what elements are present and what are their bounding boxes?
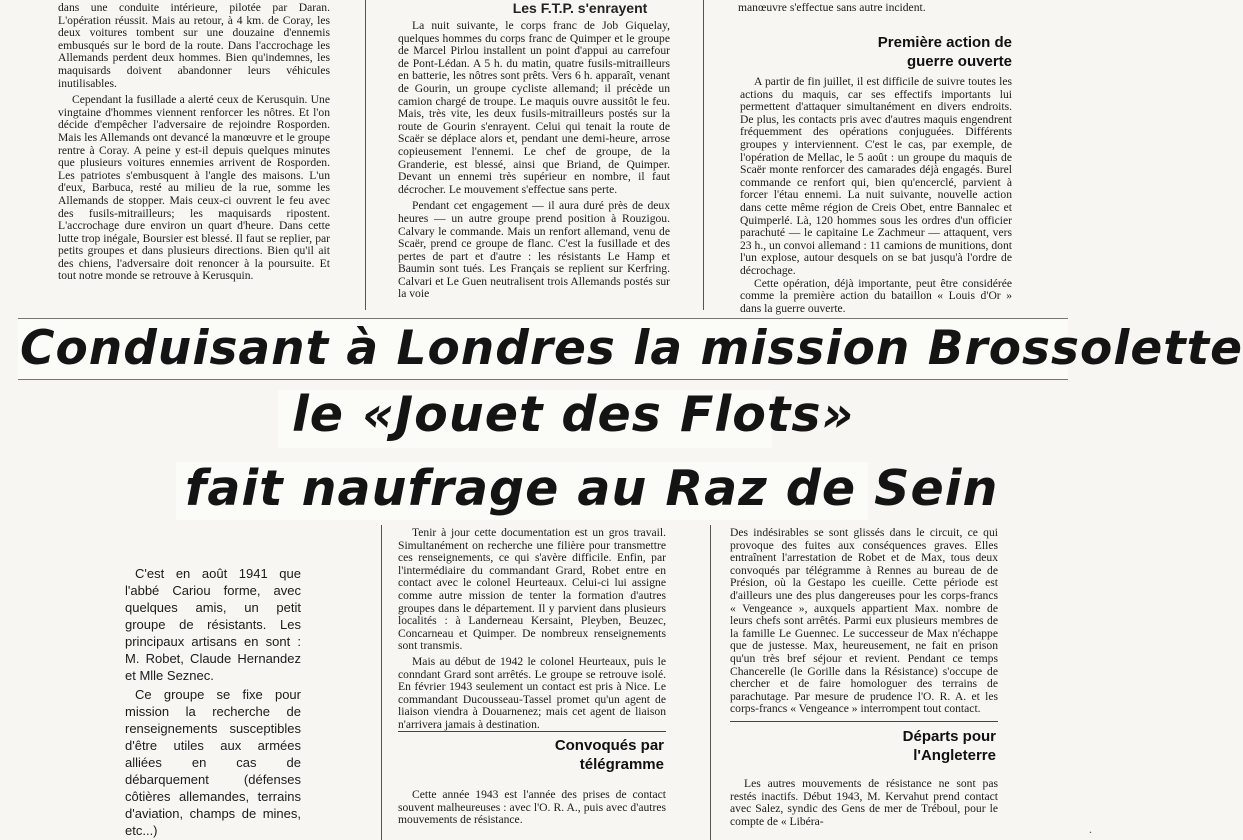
headline-line-1: Conduisant à Londres la mission Brossolette <box>20 321 1243 376</box>
paragraph: Tenir à jour cette documentation est un gros travail. Simultanément on recherche une filière pour transmettre ces renseignements, ce qui s'avère difficile. Enfin, par l'intermédiaire du commandant Grard, Robet entre en contact avec le colonel Heurteaux. Celui-ci lui assigne comme autre mission de tenter la formation d'autres groupes dans le département. Il y parvient dans plusieurs localités : à Landerneau Kersaint, Pleyben, Beuzec, Concarneau et Quimper. De nombreux renseignements sont transmis. <box>398 526 666 653</box>
section-rule <box>730 721 998 722</box>
intro-paragraph <box>125 565 301 839</box>
paragraph: Ce groupe se fixe pour mission la recherche de renseignements susceptibles d'être utiles aux armées alliées en cas de débarquement (défenses côtières allemandes, terrains d'aviation, champs de mines, etc...) <box>125 687 301 838</box>
paragraph: La nuit suivante, le corps franc de Job Giquelay, quelques hommes du corps franc de Quimper et le groupe de Marcel Pirlou installent un point d'appui au carrefour de Pont-Lédan. A 5 h. du matin, quatre fusils-mitrailleurs en batterie, les nôtres sont prêts. Vers 6 h. apparaît, venant de Gourin, un groupe cycliste allemand; il précède un camion chargé de troupe. Le maquis ouvre aussitôt le feu. Mais, très vite, les deux fusils-mitrailleurs postés sur la route de Gourin s'enrayent. Celui qui tenait la route de Scaër se déplace alors et, pendant une demi-heure, arrose copieusement l'ennemi. Le chef de groupe, de la Granderie, est blessé, ainsi que Briand, de Quimper. Devant un ennemi très supérieur en nombre, il faut décrocher. Le mouvement s'effectue sans perte. <box>398 19 670 196</box>
paragraph: dans une conduite intérieure, pilotée par Daran. L'opération réussit. Mais au retour, à 4 km. de Coray, les deux voitures tombent sur une douzaine d'ennemis embusqués sur le bord de la route. Dans l'accrochage les Allemands perdent deux hommes. Bien qu'indemnes, les maquisards doivent abandonner leurs véhicules inutilisables. <box>58 1 330 90</box>
paragraph: Mais au début de 1942 le colonel Heurteaux, puis le conndant Grard sont arrêtés. Le groupe se retrouve isolé. En février 1943 seulement un contact est pris à Nice. Le commandant Ducousseau-Tassel promet qu'un agent de liaison viendra à Douarnenez; mais cet agent de liaison n'arrivera jamais à destination. <box>398 654 666 731</box>
section-heading: Convoqués par télégramme <box>554 737 664 773</box>
paragraph: manœuvre s'effectue sans autre incident. <box>738 1 926 14</box>
section-heading: Départs pour l'Angleterre <box>902 728 996 764</box>
column-divider <box>381 525 382 840</box>
paragraph: C'est en août 1941 que l'abbé Cariou forme, avec quelques amis, un petit groupe de résistants. Les principaux artisans en sont : M. Robet, Claude Hernandez et Mlle Seznec. <box>125 566 301 683</box>
top-column-3 <box>740 75 1012 315</box>
paragraph: Cette année 1943 est l'année des prises de contact souvent malheureuses : avec l'O. R. A., puis avec d'autres mouvements de résistance. <box>398 788 666 827</box>
section-heading: Première action de guerre ouverte <box>877 34 1012 70</box>
column-heading: Les F.T.P. s'enrayent <box>512 0 648 16</box>
top-column-1 <box>58 2 330 302</box>
top-column-3-lead <box>738 2 1010 16</box>
paragraph: Cependant la fusillade a alerté ceux de Kerusquin. Une vingtaine d'hommes viennent renforcer les nôtres. Et l'on décide d'empêcher l'adversaire de rejoindre Rosporden. Mais les Allemands ont devancé la manœuvre et le groupe rentre à Coray. A peine y est-il depuis quelques minutes que plusieurs voitures ennemies arrivent de Rosporden. Les patriotes s'embusquent à l'angle des maisons. L'un d'eux, Barbuca, resté au milieu de la rue, somme les Allemands de stopper. Mais ceux-ci ouvrent le feu avec des fusils-mitrailleurs; les maquisards ripostent. L'accrochage dure environ un quart d'heure. Dans cette lutte trop inégale, Boursier est blessé. Il faut se replier, par petits groupes et dans plusieurs directions. Bien qu'il ait des chiens, l'adversaire doit renoncer à la poursuite. Et tout notre monde se retrouve à Kerusquin. <box>58 93 330 283</box>
column-divider <box>365 0 366 310</box>
paragraph: Les autres mouvements de résistance ne sont pas restés inactifs. Début 1943, M. Kervahut prend contact avec Salez, syndic des Gens de mer de Tréboul, pour le compte de « Libéra- <box>730 777 998 828</box>
column-divider <box>703 0 704 310</box>
paragraph: Pendant cet engagement — il aura duré près de deux heures — un autre groupe prend position à Rouzigou. Calvary le commande. Mais un renfort allemand, venu de Scaër, prend ce groupe de flanc. C'est la fusillade et des pertes de part et d'autre : les résistants Le Hamp et Baumin sont tués. Les Français se replient sur Kerfring. Calvari et Le Guen neutralisent trois Allemands postés sur la voie <box>398 199 670 301</box>
paragraph: Des indésirables se sont glissés dans le circuit, ce qui provoque des fuites aux conséquences graves. Elles entraînent l'arrestation de Robet et de Max, tous deux convoqués par télégramme à Rennes au bureau de de Présion, où la Gestapo les cueille. Cette période est d'ailleurs une des plus dangereuses pour les corps-francs « Vengeance », auxquels appartient Max. nombre de leurs chefs sont arrêtés. Parmi eux plusieurs membres de la famille Le Guennec. Le successeur de Max n'échappe que de justesse. Max, heureusement, ne fait en prison qu'un très bref séjour et revient. Pendant ce temps Chancerelle (le Gorille dans la Résistance) s'occupe de chercher et de faire homologuer des terrains de parachutage. Par mesure de prudence l'O. R. A. et les corps-francs « Vengeance » interrompent tout contact. <box>730 526 998 716</box>
paragraph: Cette opération, déjà importante, peut être considérée comme la première action du bataillon « Louis d'Or » dans la guerre ouverte. <box>740 276 1012 315</box>
top-column-2 <box>398 20 670 310</box>
paragraph: A partir de fin juillet, il est difficile de suivre toutes les actions du maquis, car ses effectifs importants lui permettent d'attaquer simultanément en divers endroits. De plus, les contacts pris avec d'autres maquis engendrent fréquemment des opérations conjuguées. Différents groupes y interviennent. C'est le cas, par exemple, de l'opération de Mellac, le 5 août : un groupe du maquis de Scaër monte renforcer des camarades déjà engagés. Burel commande ce renfort qui, bien qu'encerclé, parvient à forcer l'étau ennemi. La nuit suivante, nouvelle action dans cette même région de Creis Obet, entre Bannalec et Quimperlé. Là, 120 hommes sous les ordres d'un officier parachuté — le capitaine Le Zachmeur — attaquent, vers 23 h., un convoi allemand : 11 camions de munitions, dont l'un explose, autour desquels on se bat jusqu'à l'ordre de décrochage. <box>740 75 1012 277</box>
bottom-column-2-after <box>398 789 666 840</box>
section-rule <box>398 731 666 732</box>
headline-line-3: fait naufrage au Raz de Sein <box>185 460 999 517</box>
margin-mark: . <box>1089 822 1092 836</box>
bottom-column-3 <box>730 527 998 717</box>
column-divider <box>710 525 711 840</box>
bottom-column-2 <box>398 526 666 731</box>
headline-line-2: le «Jouet des Flots» <box>292 386 855 443</box>
bottom-column-3-after <box>730 778 998 840</box>
